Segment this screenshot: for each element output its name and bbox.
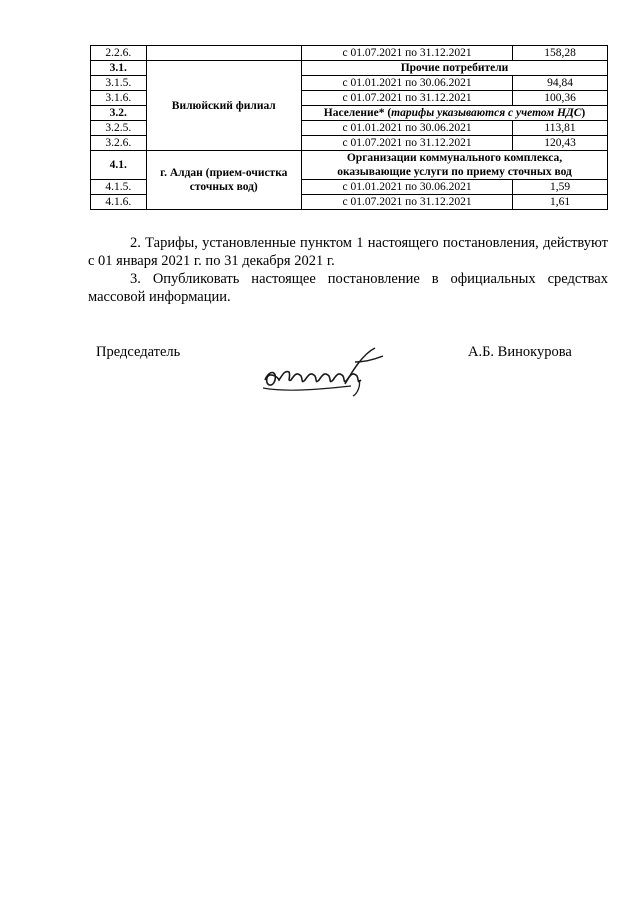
row-number: 3.2.5. <box>91 121 147 136</box>
paragraph-3: 3. Опубликовать настоящее постановление в официальных средствах массовой информации. <box>88 271 608 305</box>
row-number: 3.2.6. <box>91 136 147 151</box>
row-number: 4.1. <box>91 151 147 180</box>
branch-line-1: г. Алдан (прием-очистка <box>160 167 288 179</box>
period-cell: с 01.07.2021 по 31.12.2021 <box>302 195 513 210</box>
row-number: 3.1.5. <box>91 76 147 91</box>
signer-role: Председатель <box>96 344 181 360</box>
row-number: 2.2.6. <box>91 46 147 61</box>
row-number: 3.2. <box>91 106 147 121</box>
row-number: 3.1.6. <box>91 91 147 106</box>
category-header-line-2: оказывающие услуги по приему сточных вод <box>337 166 572 178</box>
tariff-value: 113,81 <box>513 121 608 136</box>
table-row <box>91 61 608 76</box>
tariff-value: 1,61 <box>513 195 608 210</box>
tariff-value: 120,43 <box>513 136 608 151</box>
branch-cell-empty <box>146 46 302 61</box>
category-header-end: ) <box>581 107 586 119</box>
tariff-value: 158,28 <box>513 46 608 61</box>
branch-cell: Вилюйский филиал <box>146 61 302 151</box>
period-cell: с 01.01.2021 по 30.06.2021 <box>302 121 513 136</box>
category-header <box>302 151 608 180</box>
period-cell: с 01.07.2021 по 31.12.2021 <box>302 46 513 61</box>
tariff-value: 1,59 <box>513 180 608 195</box>
signer-name: А.Б. Винокурова <box>468 344 572 360</box>
row-number: 4.1.6. <box>91 195 147 210</box>
period-cell: с 01.07.2021 по 31.12.2021 <box>302 136 513 151</box>
period-cell: с 01.01.2021 по 30.06.2021 <box>302 180 513 195</box>
period-cell: с 01.07.2021 по 31.12.2021 <box>302 91 513 106</box>
category-header-line-1: Организации коммунального комплекса, <box>346 152 563 164</box>
tariff-value: 94,84 <box>513 76 608 91</box>
tariff-table <box>90 45 608 210</box>
category-header: Прочие потребители <box>302 61 608 76</box>
table-row <box>91 46 608 61</box>
handwritten-signature <box>255 340 395 400</box>
row-number: 3.1. <box>91 61 147 76</box>
tariff-value: 100,36 <box>513 91 608 106</box>
table-row <box>91 151 608 180</box>
branch-cell <box>146 151 302 210</box>
category-header-main: Население* ( <box>323 107 392 119</box>
category-header-note: тарифы указываются с учетом НДС <box>391 107 582 119</box>
category-header <box>302 106 608 121</box>
period-cell: с 01.01.2021 по 30.06.2021 <box>302 76 513 91</box>
row-number: 4.1.5. <box>91 180 147 195</box>
branch-line-2: сточных вод) <box>189 181 258 193</box>
paragraph-2: 2. Тарифы, установленные пунктом 1 настоящего постановления, действуют с 01 января 2021 г. по 31 декабря 2021 г. <box>88 235 608 269</box>
